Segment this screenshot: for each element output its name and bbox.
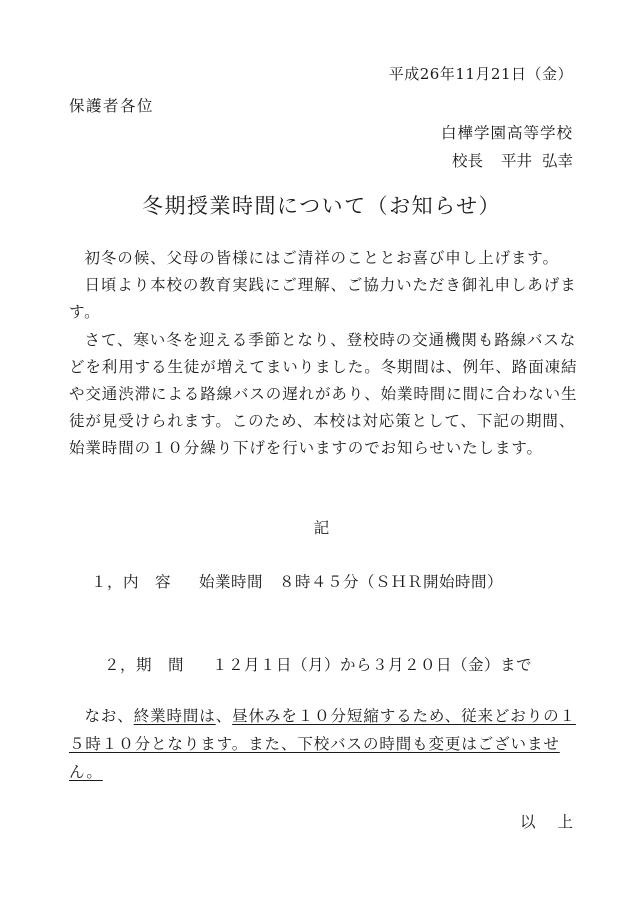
document-title: 冬期授業時間について（お知らせ） xyxy=(142,194,501,218)
item-content-number: １， xyxy=(91,573,124,591)
item-content xyxy=(91,570,503,592)
recipient: 保護者各位 xyxy=(69,97,155,115)
item-period xyxy=(104,653,532,675)
body-text xyxy=(69,245,589,463)
ki-heading: 記 xyxy=(313,519,330,537)
document-date: 平成26年11月21日（金） xyxy=(388,65,573,83)
principal-given-name: 弘幸 xyxy=(541,152,573,170)
principal-surname: 平井 xyxy=(500,152,532,170)
note-underlined-end-time: 終業時間は xyxy=(133,707,216,725)
item-period-number: ２， xyxy=(104,656,137,674)
closing-mark xyxy=(520,810,573,832)
item-period-label: 期 間 xyxy=(136,656,185,674)
note-prefix: なお、 xyxy=(84,707,134,725)
body-paragraph-greeting: 初冬の候、父母の皆様にはご清祥のこととお喜び申し上げます。 xyxy=(84,249,559,267)
principal-title: 校長 xyxy=(451,152,483,170)
note-paragraph xyxy=(69,702,589,786)
school-name: 白樺学園高等学校 xyxy=(440,124,573,142)
principal-signature xyxy=(452,149,573,171)
closing-char-2: 上 xyxy=(557,813,573,831)
item-content-label: 内 容 xyxy=(123,573,172,591)
note-mid: 、 xyxy=(215,707,233,725)
note-underlined-detail: 昼休みを１０分短縮するため、従来どおりの１５時１０分となります。また、下校バスの時間も変更はございません。 xyxy=(69,707,576,781)
item-content-value: 始業時間 ８時４５分（ＳＨＲ開始時間） xyxy=(199,573,504,591)
item-period-value: １２月１日（月）から３月２０日（金）まで xyxy=(212,656,533,674)
closing-char-1: 以 xyxy=(519,813,536,831)
body-paragraph-thanks: 日頃より本校の教育実践にご理解、ご協力いただき御礼申しあげます。 xyxy=(69,276,577,322)
body-paragraph-main: さて、寒い冬を迎える季節となり、登校時の交通機関も路線バスなどを利用する生徒が増えてまいりました。冬期間は、例年、路面凍結や交通渋滞による路線バスの遅れがあり、始業時間に間に合わない生徒が見受けられます。このため、本校は対応策として、下記の期間、始業時間の１０分繰り下げを行いますのでお知らせいたします。 xyxy=(69,330,578,458)
